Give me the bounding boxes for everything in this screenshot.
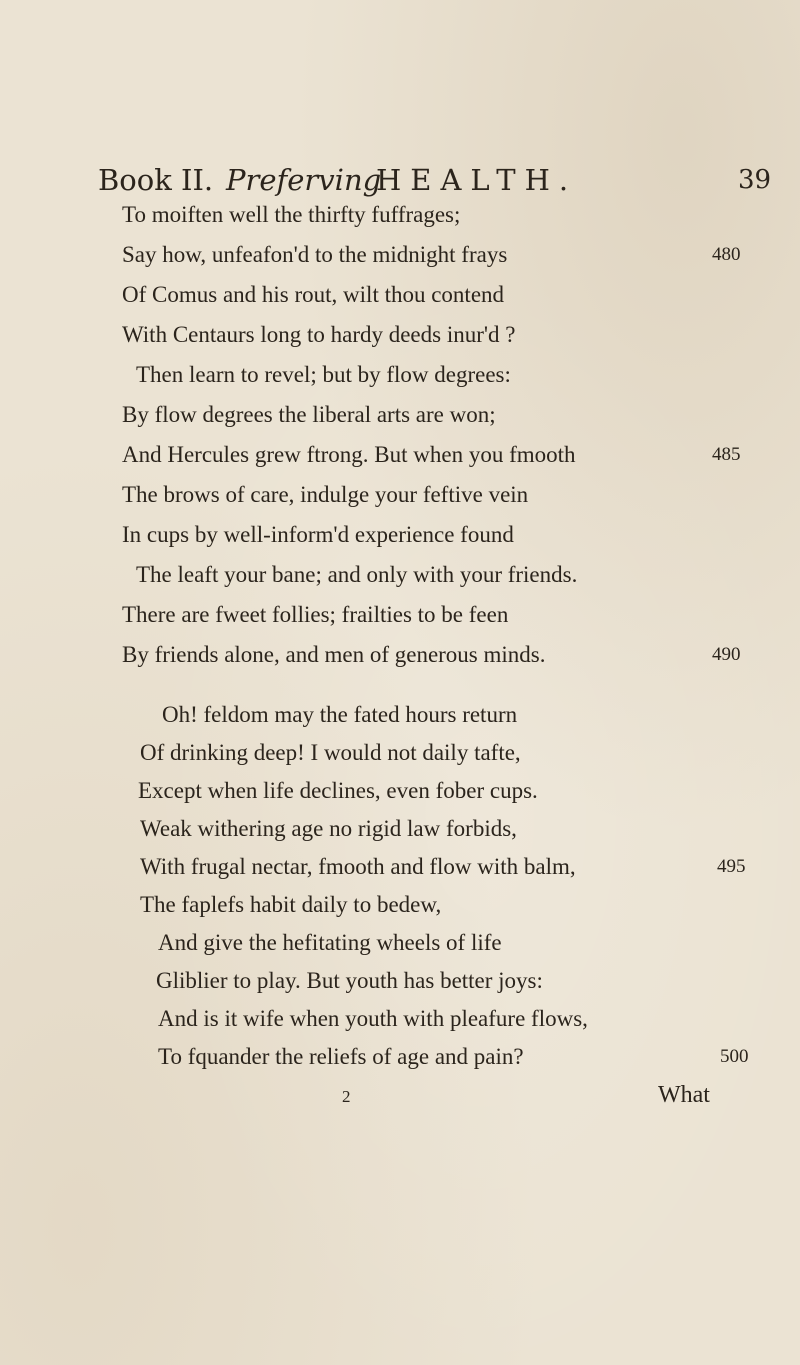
verse-line: The leaft your bane; and only with your friends. (136, 562, 578, 587)
verse-line: In cups by well-inform'd experience found (122, 522, 514, 547)
verse-line: There are fweet follies; frailties to be feen (122, 602, 509, 627)
header-preserving: Preferving (226, 163, 382, 197)
verse-line: And Hercules grew ftrong. But when you fmooth (122, 442, 576, 467)
verse-line: Then learn to revel; but by flow degrees: (136, 362, 511, 387)
verse-line: Of Comus and his rout, wilt thou contend (122, 282, 505, 307)
line-number: 490 (712, 644, 741, 665)
verse-line: By friends alone, and men of generous minds. (122, 642, 546, 667)
line-number: 480 (712, 244, 741, 265)
running-header (98, 160, 788, 200)
verse-line: And give the hefitating wheels of life (158, 930, 502, 955)
verse-line: By flow degrees the liberal arts are won; (122, 402, 496, 427)
verse-line: Weak withering age no rigid law forbids, (140, 816, 517, 841)
signature-mark: 2 (342, 1087, 351, 1106)
verse-line: With frugal nectar, fmooth and flow with balm, (140, 854, 576, 879)
book-label: Book II. (98, 163, 214, 197)
verse-line: Of drinking deep! I would not daily tafte, (140, 740, 521, 765)
verse-line: And is it wife when youth with pleafure flows, (158, 1006, 588, 1031)
line-number: 485 (712, 444, 741, 465)
header-health: HEALTH. (376, 163, 578, 197)
catchword: What (658, 1082, 710, 1108)
verse-line: The brows of care, indulge your feftive vein (122, 482, 529, 507)
verse-line: With Centaurs long to hardy deeds inur'd ? (122, 322, 516, 347)
verse-line: Say how, unfeafon'd to the midnight frays (122, 242, 508, 267)
verse-line: The faplefs habit daily to bedew, (140, 892, 442, 917)
line-number: 495 (717, 856, 746, 877)
verse-line: Gliblier to play. But youth has better joys: (156, 968, 543, 993)
verse-line: Except when life declines, even fober cups. (138, 778, 538, 803)
verse-line: To fquander the reliefs of age and pain? (158, 1044, 524, 1069)
page-number: 39 (738, 165, 772, 195)
verse-line: To moiften well the thirfty fuffrages; (122, 202, 461, 227)
verse-line: Oh! feldom may the fated hours return (162, 702, 518, 727)
line-number: 500 (720, 1046, 749, 1067)
